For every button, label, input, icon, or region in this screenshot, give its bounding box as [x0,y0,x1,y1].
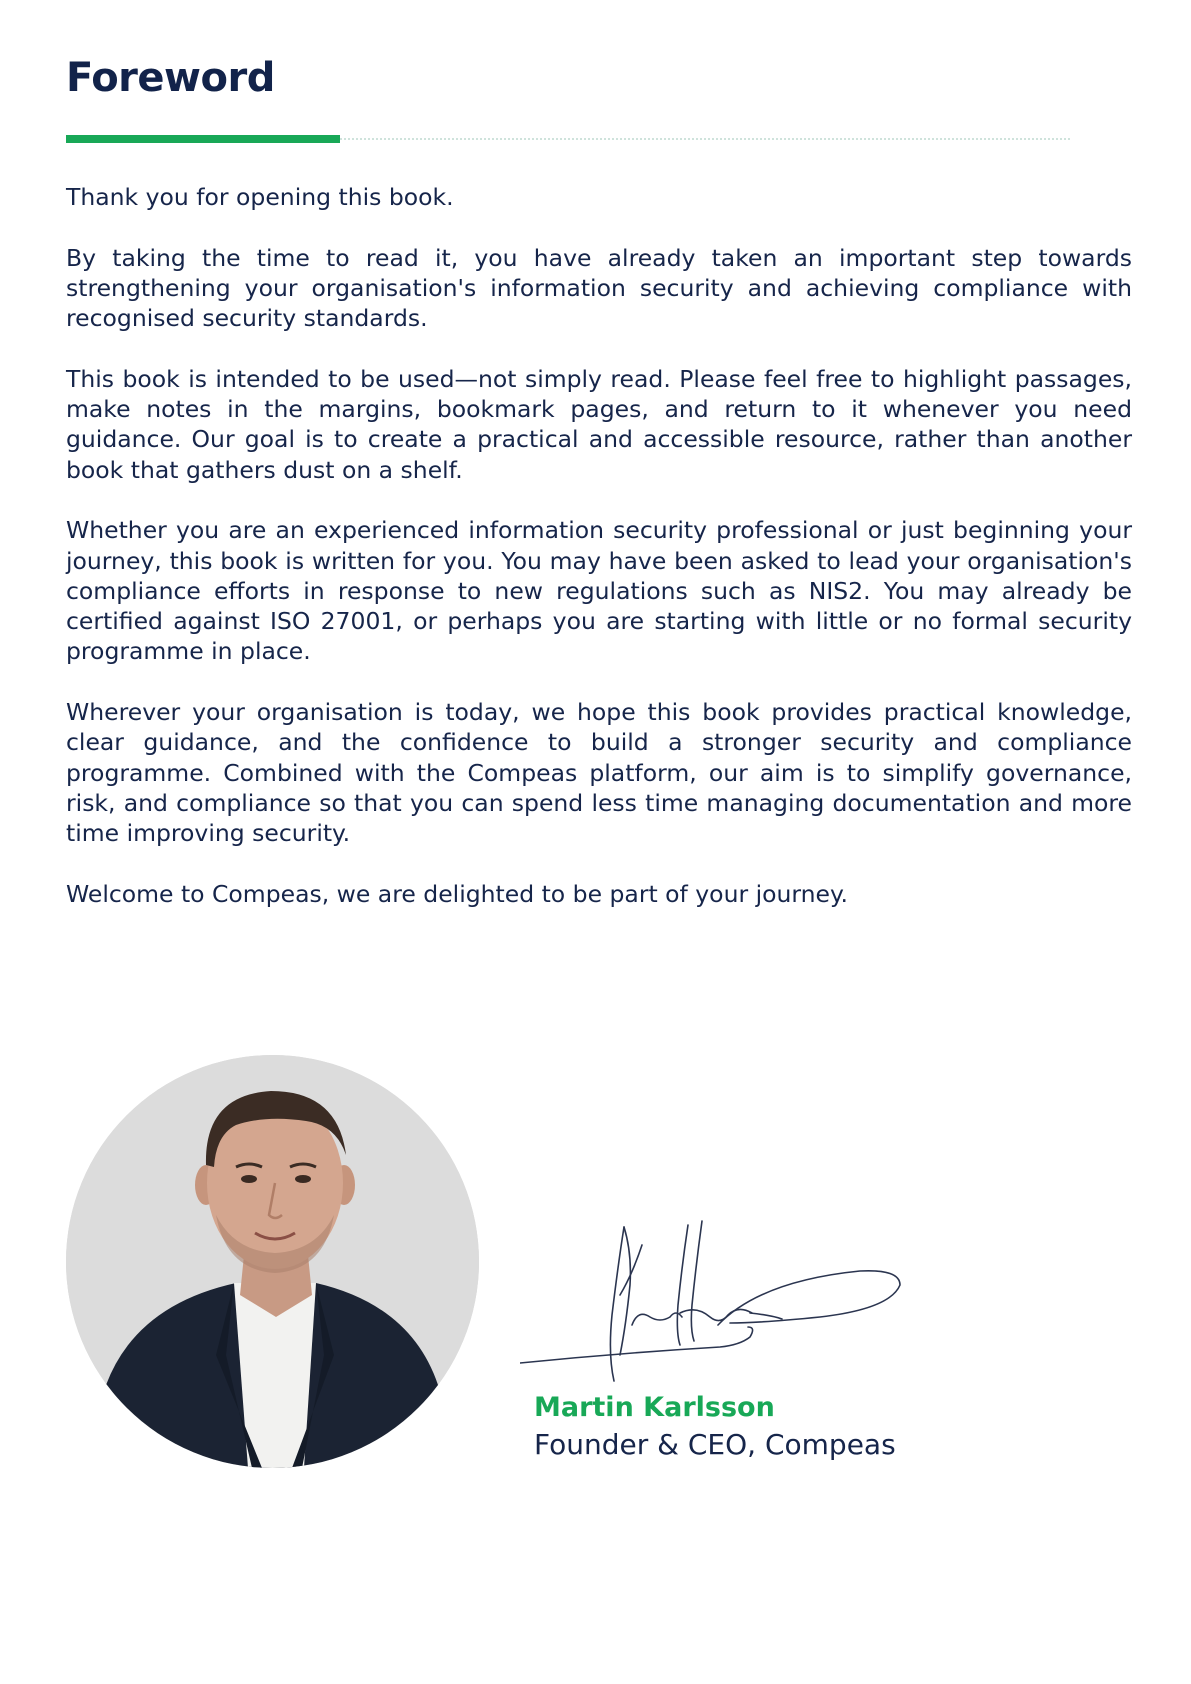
paragraph-how-to-use: This book is intended to be used—not simply read. Please feel free to highlight passages, make notes in the margins, bookmark pages, and return to it whenever you need guidance. Our goal is to create a practical and accessible resource, rather than another book that gathers dust on a shelf. [66,364,1132,484]
title-underline [66,135,1070,145]
signature-graphic [520,1205,920,1395]
paragraph-welcome: Welcome to Compeas, we are delighted to be part of your journey. [66,879,849,908]
page-title: Foreword [66,55,275,101]
paragraph-first-step: By taking the time to read it, you have already taken an important step towards strengthening your organisation's information security and achieving compliance with recognised security standards. [66,243,1132,333]
paragraph-greeting: Thank you for opening this book. [66,183,454,211]
paragraph-audience: Whether you are an experienced information security professional or just beginning your journey, this book is written for you. You may have been asked to lead your organisation's compliance efforts in response to new regulations such as NIS2. You may already be certified against ISO 27001, or perhaps you are starting with little or no formal security programme in place. [66,516,1132,666]
paragraph-goals: Wherever your organisation is today, we hope this book provides practical knowledge, clear guidance, and the confidence to build a stronger security and compliance programme. Combined with the Compeas platform, our aim is to simplify governance, risk, and compliance so that you can spend less time managing documentation and more time improving security. [66,698,1132,848]
foreword-body [66,182,1132,939]
signatory-name: Martin Karlsson [534,1392,775,1423]
title-underline-dotted [340,138,1070,140]
author-photo [66,1055,479,1468]
title-underline-accent [66,135,340,143]
signatory-role: Founder & CEO, Compeas [534,1428,896,1461]
